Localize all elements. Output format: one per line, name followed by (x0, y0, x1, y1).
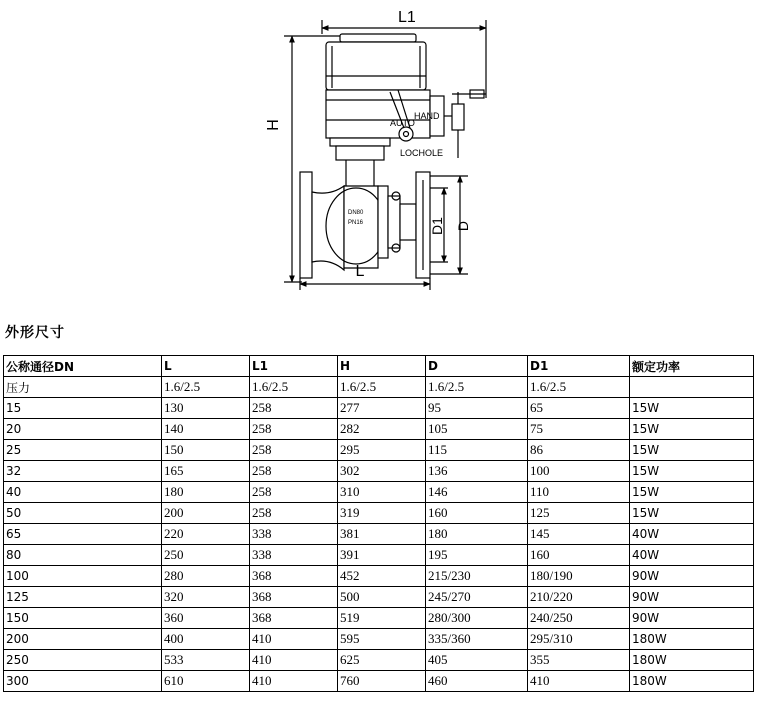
label-lochole: LOCHOLE (400, 148, 444, 158)
header-d1: D1 (528, 356, 630, 377)
cell-h: 519 (338, 608, 426, 629)
cell-power: 15W (630, 440, 754, 461)
section-title: 外形尺寸 (5, 325, 65, 341)
cell-l1: 368 (250, 608, 338, 629)
cell-dn: 压力 (4, 377, 162, 398)
dim-label-d: D (455, 220, 471, 232)
cell-power (630, 377, 754, 398)
cell-power: 90W (630, 608, 754, 629)
cell-l1: 1.6/2.5 (250, 377, 338, 398)
table-row (4, 377, 754, 398)
table-row (4, 461, 754, 482)
cell-dn: 80 (4, 545, 162, 566)
cell-l: 140 (162, 419, 250, 440)
body-mark-pn: PN16 (348, 220, 364, 226)
valve-technical-drawing (0, 0, 757, 300)
cell-l1: 258 (250, 503, 338, 524)
cell-dn: 250 (4, 650, 162, 671)
cell-h: 310 (338, 482, 426, 503)
cell-l1: 368 (250, 566, 338, 587)
table-body (4, 377, 754, 692)
cell-d1: 86 (528, 440, 630, 461)
cell-d1: 160 (528, 545, 630, 566)
cell-d1: 110 (528, 482, 630, 503)
cell-d1: 100 (528, 461, 630, 482)
cell-l1: 410 (250, 671, 338, 692)
cell-d: 146 (426, 482, 528, 503)
body-mark-dn: DN80 (348, 210, 364, 216)
cell-d: 215/230 (426, 566, 528, 587)
dim-label-d1: D1 (429, 217, 445, 235)
cell-h: 500 (338, 587, 426, 608)
valve-diagram (0, 0, 757, 300)
dim-label-l: L (355, 263, 365, 280)
cell-d: 160 (426, 503, 528, 524)
cell-dn: 20 (4, 419, 162, 440)
cell-power: 40W (630, 545, 754, 566)
cell-l: 165 (162, 461, 250, 482)
cell-l1: 258 (250, 461, 338, 482)
cell-h: 277 (338, 398, 426, 419)
cell-d1: 145 (528, 524, 630, 545)
header-l: L (162, 356, 250, 377)
cell-dn: 40 (4, 482, 162, 503)
table-row (4, 482, 754, 503)
cell-dn: 65 (4, 524, 162, 545)
table-row (4, 398, 754, 419)
table-header-row (4, 356, 754, 377)
table-row (4, 440, 754, 461)
cell-h: 282 (338, 419, 426, 440)
dimension-table (3, 355, 754, 692)
cell-l1: 410 (250, 650, 338, 671)
cell-dn: 300 (4, 671, 162, 692)
table-row (4, 650, 754, 671)
table-row (4, 629, 754, 650)
cell-d: 195 (426, 545, 528, 566)
dim-label-h: H (265, 119, 282, 131)
cell-d: 405 (426, 650, 528, 671)
cell-d1: 210/220 (528, 587, 630, 608)
cell-l: 1.6/2.5 (162, 377, 250, 398)
cell-d1: 295/310 (528, 629, 630, 650)
cell-power: 40W (630, 524, 754, 545)
cell-l1: 338 (250, 524, 338, 545)
cell-d: 335/360 (426, 629, 528, 650)
cell-l1: 338 (250, 545, 338, 566)
cell-h: 381 (338, 524, 426, 545)
header-h: H (338, 356, 426, 377)
cell-l: 180 (162, 482, 250, 503)
cell-l1: 258 (250, 398, 338, 419)
cell-power: 15W (630, 461, 754, 482)
cell-d: 1.6/2.5 (426, 377, 528, 398)
cell-l: 533 (162, 650, 250, 671)
cell-l: 610 (162, 671, 250, 692)
cell-h: 1.6/2.5 (338, 377, 426, 398)
dim-label-l1: L1 (398, 9, 416, 26)
cell-l: 400 (162, 629, 250, 650)
cell-l: 250 (162, 545, 250, 566)
cell-l1: 258 (250, 419, 338, 440)
cell-l: 130 (162, 398, 250, 419)
cell-l: 360 (162, 608, 250, 629)
table-row (4, 524, 754, 545)
cell-dn: 200 (4, 629, 162, 650)
label-hand: HAND (414, 111, 440, 121)
cell-d: 460 (426, 671, 528, 692)
cell-power: 180W (630, 650, 754, 671)
cell-h: 595 (338, 629, 426, 650)
label-auto: AUTO (390, 118, 415, 128)
cell-dn: 25 (4, 440, 162, 461)
cell-h: 391 (338, 545, 426, 566)
cell-power: 180W (630, 671, 754, 692)
cell-dn: 100 (4, 566, 162, 587)
cell-h: 625 (338, 650, 426, 671)
cell-d1: 125 (528, 503, 630, 524)
cell-power: 90W (630, 566, 754, 587)
cell-l: 220 (162, 524, 250, 545)
table-row (4, 671, 754, 692)
cell-power: 90W (630, 587, 754, 608)
cell-power: 15W (630, 482, 754, 503)
cell-l1: 410 (250, 629, 338, 650)
cell-d1: 410 (528, 671, 630, 692)
cell-d: 95 (426, 398, 528, 419)
cell-d: 280/300 (426, 608, 528, 629)
cell-d1: 65 (528, 398, 630, 419)
cell-d: 180 (426, 524, 528, 545)
header-l1: L1 (250, 356, 338, 377)
table-row (4, 503, 754, 524)
cell-power: 15W (630, 503, 754, 524)
cell-l: 320 (162, 587, 250, 608)
cell-d: 245/270 (426, 587, 528, 608)
cell-h: 452 (338, 566, 426, 587)
cell-dn: 50 (4, 503, 162, 524)
cell-h: 295 (338, 440, 426, 461)
cell-d1: 1.6/2.5 (528, 377, 630, 398)
cell-power: 15W (630, 398, 754, 419)
cell-l: 150 (162, 440, 250, 461)
cell-d1: 355 (528, 650, 630, 671)
header-dn: 公称通径DN (4, 356, 162, 377)
cell-l: 280 (162, 566, 250, 587)
cell-dn: 125 (4, 587, 162, 608)
table-row (4, 566, 754, 587)
table-row (4, 608, 754, 629)
cell-d1: 75 (528, 419, 630, 440)
cell-h: 302 (338, 461, 426, 482)
cell-d1: 180/190 (528, 566, 630, 587)
header-d: D (426, 356, 528, 377)
table-row (4, 545, 754, 566)
cell-l: 200 (162, 503, 250, 524)
cell-l1: 258 (250, 482, 338, 503)
cell-h: 760 (338, 671, 426, 692)
cell-l1: 258 (250, 440, 338, 461)
cell-d: 105 (426, 419, 528, 440)
cell-d: 136 (426, 461, 528, 482)
cell-dn: 150 (4, 608, 162, 629)
table-row (4, 587, 754, 608)
cell-h: 319 (338, 503, 426, 524)
table-row (4, 419, 754, 440)
cell-d: 115 (426, 440, 528, 461)
cell-l1: 368 (250, 587, 338, 608)
cell-dn: 15 (4, 398, 162, 419)
cell-power: 180W (630, 629, 754, 650)
cell-dn: 32 (4, 461, 162, 482)
header-power: 额定功率 (630, 356, 754, 377)
cell-d1: 240/250 (528, 608, 630, 629)
cell-power: 15W (630, 419, 754, 440)
